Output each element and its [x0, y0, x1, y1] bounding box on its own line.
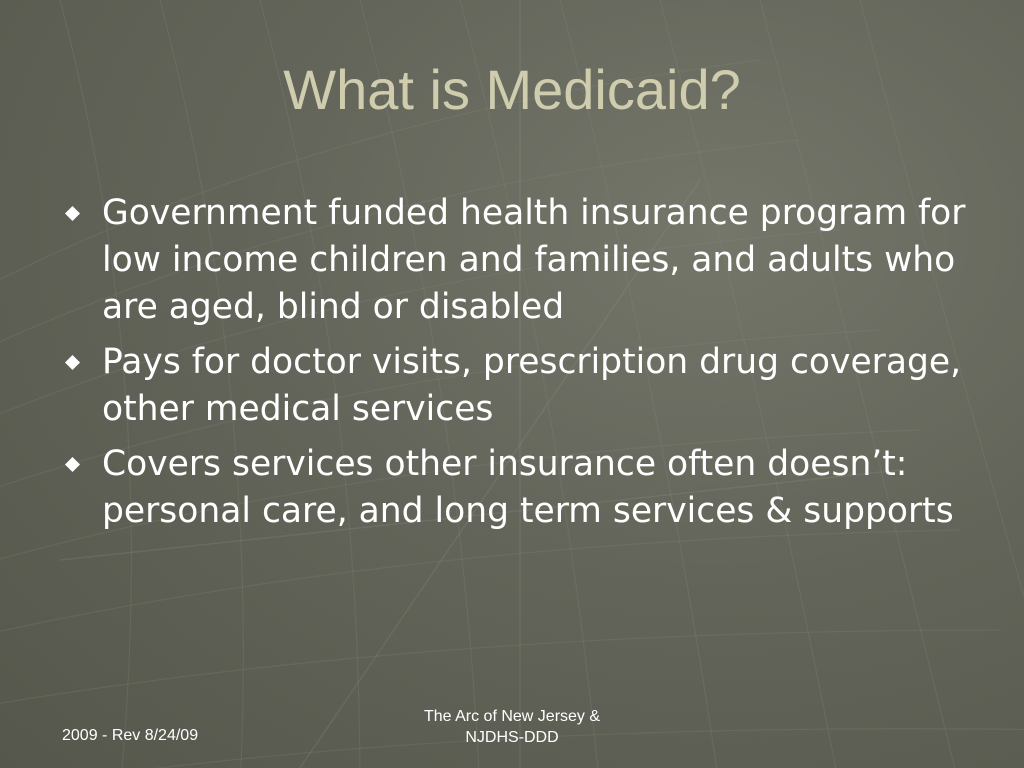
bullet-text: Pays for doctor visits, prescription drug coverage, other medical services: [102, 342, 962, 429]
bullet-text: Covers services other insurance often doesn’t: personal care, and long term services & supports: [102, 444, 954, 531]
footer-date: 2009 - Rev 8/24/09: [62, 727, 199, 744]
bullet-list: [62, 190, 982, 543]
slide-title: What is Medicaid?: [283, 58, 741, 121]
diamond-bullet-icon: [64, 205, 81, 222]
footer-organization: [392, 706, 632, 748]
bullet-item: [62, 339, 982, 433]
footer-organization-line2: NJDHS-DDD: [465, 729, 559, 746]
diamond-bullet-icon: [64, 456, 81, 473]
footer-organization-line1: The Arc of New Jersey &: [423, 708, 601, 725]
bullet-text: Government funded health insurance program for low income children and families, and adults who are aged, blind or disabled: [102, 193, 966, 327]
diamond-bullet-icon: [64, 354, 81, 371]
bullet-item: [62, 190, 982, 331]
bullet-item: [62, 441, 982, 535]
